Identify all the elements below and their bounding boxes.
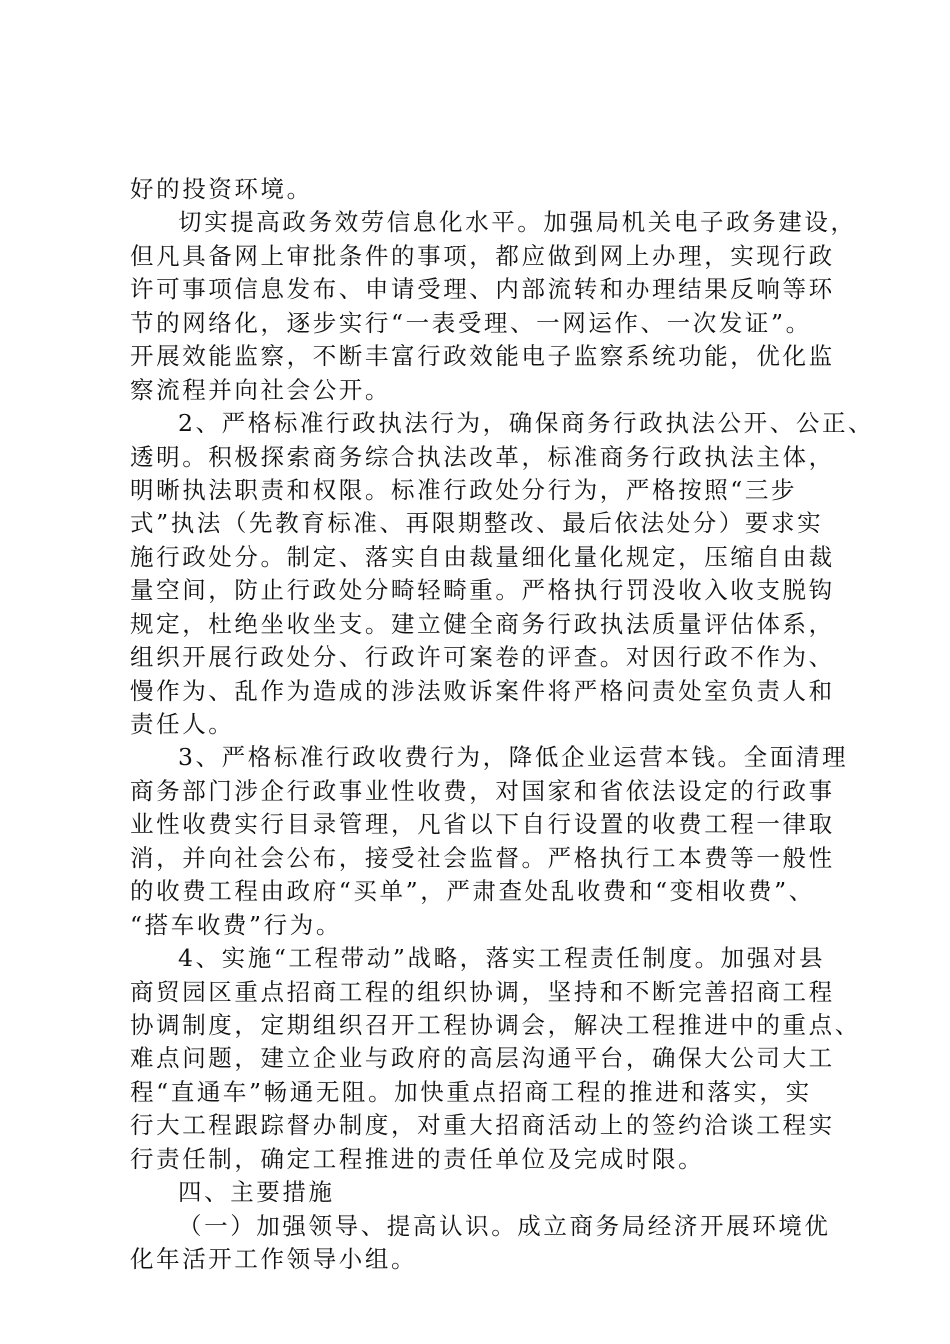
text-line: 但凡具备网上审批条件的事项，都应做到网上办理，实现行政 bbox=[130, 241, 835, 270]
text-line: 开展效能监察，不断丰富行政效能电子监察系统功能，优化监 bbox=[130, 342, 835, 371]
text-line: 式”执法（先教育标准、再限期整改、最后依法处分）要求实 bbox=[130, 509, 824, 538]
text-line: 许可事项信息发布、申请受理、内部流转和办理结果反响等环 bbox=[130, 275, 835, 304]
text-line: 好的投资环境。 bbox=[130, 175, 313, 203]
text-line: 规定，杜绝坐收坐支。建立健全商务行政执法质量评估体系， bbox=[130, 609, 835, 638]
text-line: 业性收费实行目录管理，凡省以下自行设置的收费工程一律取 bbox=[130, 810, 835, 839]
text-line: 的收费工程由政府“买单”，严肃查处乱收费和“变相收费”、 bbox=[130, 877, 815, 906]
text-line: 程“直通车”畅通无阻。加快重点招商工程的推进和落实，实 bbox=[130, 1077, 812, 1106]
paragraph-start-line: （一）加强领导、提高认识。成立商务局经济开展环境优 bbox=[178, 1211, 831, 1240]
text-line: 商贸园区重点招商工程的组织协调，坚持和不断完善招商工程 bbox=[130, 977, 835, 1006]
text-line: 明晰执法职责和权限。标准行政处分行为，严格按照“三步 bbox=[130, 475, 798, 504]
document-body bbox=[130, 173, 875, 1276]
text-line: 商务部门涉企行政事业性收费，对国家和省依法设定的行政事 bbox=[130, 776, 835, 805]
text-line: 量空间，防止行政处分畸轻畸重。严格执行罚没收入收支脱钩 bbox=[130, 576, 835, 605]
text-line: 责任人。 bbox=[130, 710, 235, 738]
paragraph-start-line: 切实提高政务效劳信息化水平。加强局机关电子政务建设， bbox=[178, 208, 857, 237]
section-heading: 四、主要措施 bbox=[178, 1178, 335, 1207]
text-line: 慢作为、乱作为造成的涉法败诉案件将严格问责处室负责人和 bbox=[130, 676, 835, 705]
text-line: 难点问题，建立企业与政府的高层沟通平台，确保大公司大工 bbox=[130, 1044, 835, 1073]
text-line: 组织开展行政处分、行政许可案卷的评查。对因行政不作为、 bbox=[130, 643, 835, 672]
text-line: 消，并向社会公布，接受社会监督。严格执行工本费等一般性 bbox=[130, 843, 835, 872]
text-line: 行责任制，确定工程推进的责任单位及完成时限。 bbox=[130, 1144, 705, 1173]
text-line: 协调制度，定期组织召开工程协调会，解决工程推进中的重点、 bbox=[130, 1010, 861, 1039]
text-line: 施行政处分。制定、落实自由裁量细化量化规定，压缩自由裁 bbox=[130, 542, 835, 571]
text-line: 行大工程跟踪督办制度，对重大招商活动上的签约洽谈工程实 bbox=[130, 1111, 835, 1140]
paragraph-start-line: 2、严格标准行政执法行为，确保商务行政执法公开、公正、 bbox=[178, 409, 875, 438]
paragraph-start-line: 4、实施“工程带动”战略，落实工程责任制度。加强对县 bbox=[178, 944, 826, 973]
text-line: 节的网络化，逐步实行“一表受理、一网运作、一次发证”。 bbox=[130, 308, 812, 337]
paragraph-start-line: 3、严格标准行政收费行为，降低企业运营本钱。全面清理 bbox=[178, 743, 849, 772]
text-line: “搭车收费”行为。 bbox=[130, 910, 342, 939]
text-line: 化年活开工作领导小组。 bbox=[130, 1245, 418, 1273]
text-line: 透明。积极探索商务综合执法改革，标准商务行政执法主体， bbox=[130, 442, 835, 471]
text-line: 察流程并向社会公开。 bbox=[130, 375, 391, 404]
